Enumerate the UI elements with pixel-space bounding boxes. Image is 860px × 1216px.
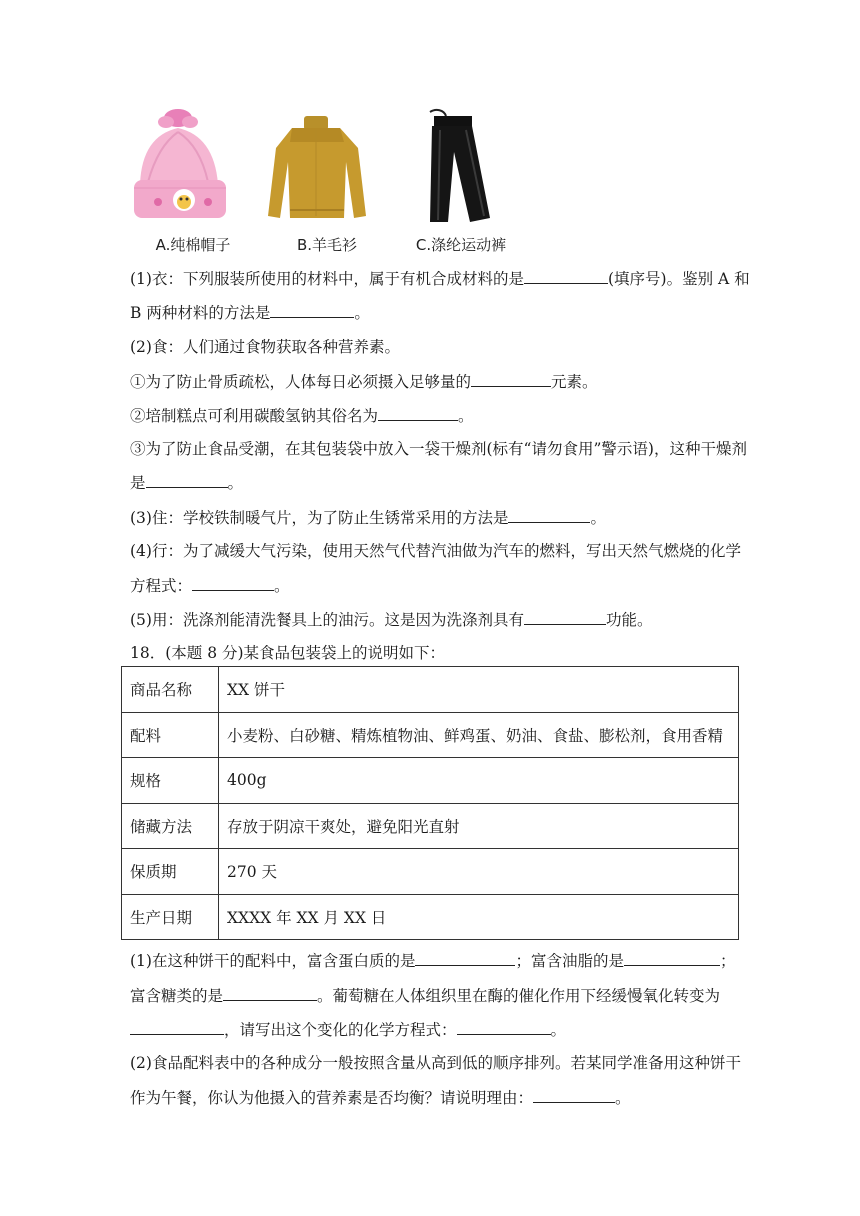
q17-p2-3-text: ③为了防止食品受潮，在其包装袋中放入一袋干燥剂(标有“请勿食用”警示语)，这种干燥剂	[130, 440, 747, 458]
yellow-turtleneck-sweater-icon	[262, 106, 372, 226]
q17-part5-line	[130, 609, 652, 630]
answer-blank[interactable]	[624, 950, 720, 966]
q18-p2-text: (2)食品配料表中的各种成分一般按照含量从高到低的顺序排列。若某同学准备用这种饼干	[130, 1054, 741, 1072]
q17-part2-3-line1	[130, 439, 747, 459]
figure-hat	[128, 106, 258, 256]
table-key: 生产日期	[122, 894, 219, 940]
table-row	[122, 894, 739, 940]
q18-p1-text-2: ；富含油脂的是	[515, 952, 624, 970]
q17-part1-line1	[130, 268, 750, 289]
q17-part3-line	[130, 507, 606, 528]
q17-p1-text-4: 。	[354, 304, 370, 322]
figure-caption-c: C.涤纶运动裤	[415, 236, 507, 254]
table-key: 规格	[122, 758, 219, 804]
q18-part1-line3	[130, 1019, 566, 1040]
table-key: 储藏方法	[122, 803, 219, 849]
q18-part2-line2	[130, 1087, 631, 1108]
q18-intro-text: 18．(本题 8 分)某食品包装袋上的说明如下：	[130, 644, 446, 662]
q17-p2-3-text-3: 。	[227, 474, 244, 492]
q17-p2-text: (2)食：人们通过食物获取各种营养素。	[130, 338, 400, 356]
pink-knit-hat-icon	[128, 106, 238, 226]
table-key: 配料	[122, 712, 219, 758]
q17-p1-text-3: B 两种材料的方法是	[130, 304, 271, 322]
q18-part2-line1	[130, 1053, 741, 1073]
table-value: 400g	[219, 758, 739, 804]
q17-p2-3-text-2: 是	[130, 474, 146, 492]
answer-blank[interactable]	[192, 575, 274, 591]
q18-p1-text: (1)在这种饼干的配料中，富含蛋白质的是	[130, 952, 416, 970]
answer-blank[interactable]	[457, 1019, 551, 1035]
q17-p3-text: (3)住：学校铁制暖气片，为了防止生锈常采用的方法是	[130, 509, 509, 527]
q17-p2-1-text-2: 元素。	[551, 373, 598, 391]
q17-p2-2-text: ②培制糕点可利用碳酸氢钠其俗名为	[130, 407, 379, 425]
q17-p5-text: (5)用：洗涤剂能清洗餐具上的油污。这是因为洗涤剂具有	[130, 611, 524, 629]
q17-p2-1-text: ①为了防止骨质疏松，人体每日必须摄入足够量的	[130, 373, 472, 391]
answer-blank[interactable]	[415, 950, 515, 966]
q18-p1-text-4: 富含糖类的是	[130, 987, 224, 1005]
answer-blank[interactable]	[508, 507, 590, 523]
table-row	[122, 803, 739, 849]
q17-p4-text-2: 方程式：	[130, 577, 193, 595]
answer-blank[interactable]	[524, 609, 606, 625]
q17-p4-text: (4)行：为了减缓大气污染，使用天然气代替汽油做为汽车的燃料，写出天然气燃烧的化学	[130, 542, 741, 560]
q18-part1-line2	[130, 985, 720, 1006]
q18-p1-text-3: ；	[719, 952, 736, 970]
q17-part2-2-line	[130, 405, 474, 426]
black-track-pants-icon	[396, 106, 506, 230]
product-info-table	[121, 666, 739, 940]
q17-p4-text-3: 。	[274, 577, 290, 595]
q17-p2-2-text-2: 。	[458, 407, 474, 425]
q18-part1-line1	[130, 950, 736, 971]
answer-blank[interactable]	[471, 371, 551, 387]
table-value: XXXX 年 XX 月 XX 日	[219, 894, 739, 940]
table-value: 270 天	[219, 849, 739, 895]
q18-intro	[130, 643, 445, 663]
q17-part1-line2	[130, 302, 370, 323]
q17-p5-text-2: 功能。	[605, 611, 653, 629]
q17-part2-line	[130, 337, 400, 357]
q17-p1-text-2: (填序号)。鉴别 A 和	[607, 270, 750, 288]
q17-part2-3-line2	[130, 472, 243, 493]
clothing-figures	[128, 106, 548, 256]
q18-p1-text-6: ，请写出这个变化的化学方程式：	[224, 1021, 457, 1039]
q17-part4-line2	[130, 575, 290, 596]
q17-part4-line1	[130, 541, 741, 561]
figure-caption-a: A.纯棉帽子	[155, 236, 231, 254]
answer-blank[interactable]	[533, 1087, 615, 1103]
table-key: 商品名称	[122, 667, 219, 713]
q17-p3-text-2: 。	[590, 509, 606, 527]
answer-blank[interactable]	[146, 472, 228, 488]
table-row	[122, 712, 739, 758]
answer-blank[interactable]	[223, 985, 317, 1001]
table-value: 存放于阴凉干爽处，避免阳光直射	[219, 803, 739, 849]
figure-pants	[396, 106, 526, 256]
table-value: XX 饼干	[219, 667, 739, 713]
table-key: 保质期	[122, 849, 219, 895]
table-row	[122, 849, 739, 895]
answer-blank[interactable]	[270, 302, 354, 318]
q18-p1-text-7: 。	[550, 1021, 567, 1039]
figure-caption-b: B.羊毛衫	[296, 236, 358, 254]
answer-blank[interactable]	[524, 268, 608, 284]
q17-p1-text: (1)衣：下列服装所使用的材料中，属于有机合成材料的是	[130, 270, 524, 288]
q18-p2-text-3: 。	[615, 1089, 631, 1107]
q17-part2-1-line	[130, 371, 598, 392]
table-row	[122, 667, 739, 713]
q18-p2-text-2: 作为午餐，你认为他摄入的营养素是否均衡？请说明理由：	[130, 1089, 534, 1107]
table-value: 小麦粉、白砂糖、精炼植物油、鲜鸡蛋、奶油、食盐、膨松剂，食用香精	[219, 712, 739, 758]
table-row	[122, 758, 739, 804]
q18-p1-text-5: 。葡萄糖在人体组织里在酶的催化作用下经缓慢氧化转变为	[317, 987, 721, 1005]
answer-blank[interactable]	[378, 405, 458, 421]
answer-blank[interactable]	[130, 1019, 224, 1035]
figure-sweater	[262, 106, 392, 256]
